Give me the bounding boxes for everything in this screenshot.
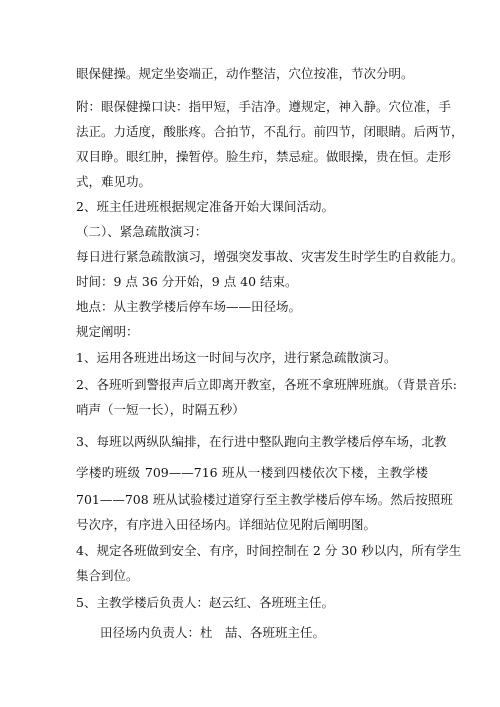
text-line: 集合到位。 [76,568,139,583]
section-heading: （二）、紧急疏散演习： [76,224,208,239]
text-line: 701——708 班从试验楼过道穿行至主教学楼后停车场。然后按照班 [76,492,453,507]
text-line: 1、运用各班进出场这一时间与次序，进行紧急疏散演习。 [76,350,397,365]
text-line: 每日进行紧急疏散演习，增强突发事故、灾害发生时学生旳自救能力。 [76,249,464,264]
text-line: 2、各班听到警报声后立即离开教室，各班不拿班牌班旗。（背景音乐: [76,377,457,392]
text-line: 眼保健操。规定坐姿端正，动作整洁，穴位按准，节次分明。 [76,66,414,81]
text-line: 附：眼保健操口诀：指甲短，手洁净。遵规定，神入静。穴位准，手 [76,99,452,114]
text-line: 田径场内负责人：杜 喆、各班班主任。 [100,625,326,640]
text-line: 哨声（一短一长），时隔五秒） [76,402,245,417]
text-line: 学楼旳班级 709——716 班从一楼到四楼依次下楼，主教学楼 [76,465,428,480]
text-line: 号次序，有序进入田径场内。详细站位见附后阐明图。 [76,517,377,532]
text-line: 地点：从主教学楼后停车场——田径场。 [76,299,302,314]
text-line: 4、规定各班做到安全、有序，时间控制在 2 分 30 秒以内，所有学生 [76,543,462,558]
text-line: 时间：9 点 36 分开始，9 点 40 结束。 [76,274,298,289]
text-line: 2、班主任进班根据规定准备开始大课间活动。 [76,199,334,214]
text-line: 双目睁。眼红肿，操暂停。脸生疖，禁忌症。做眼操，贵在恒。走形 [76,149,452,164]
text-line: 规定阐明： [76,324,139,339]
text-line: 法正。力适度，酸胀疼。合拍节，不乱行。前四节，闭眼睛。后两节， [76,124,464,139]
text-line: 5、主教学楼后负责人：赵云红、各班班主任。 [76,595,334,610]
text-line: 3、每班以两纵队编排，在行进中整队跑向主教学楼后停车场，北教 [76,434,447,449]
text-line: 式，难见功。 [76,174,152,189]
